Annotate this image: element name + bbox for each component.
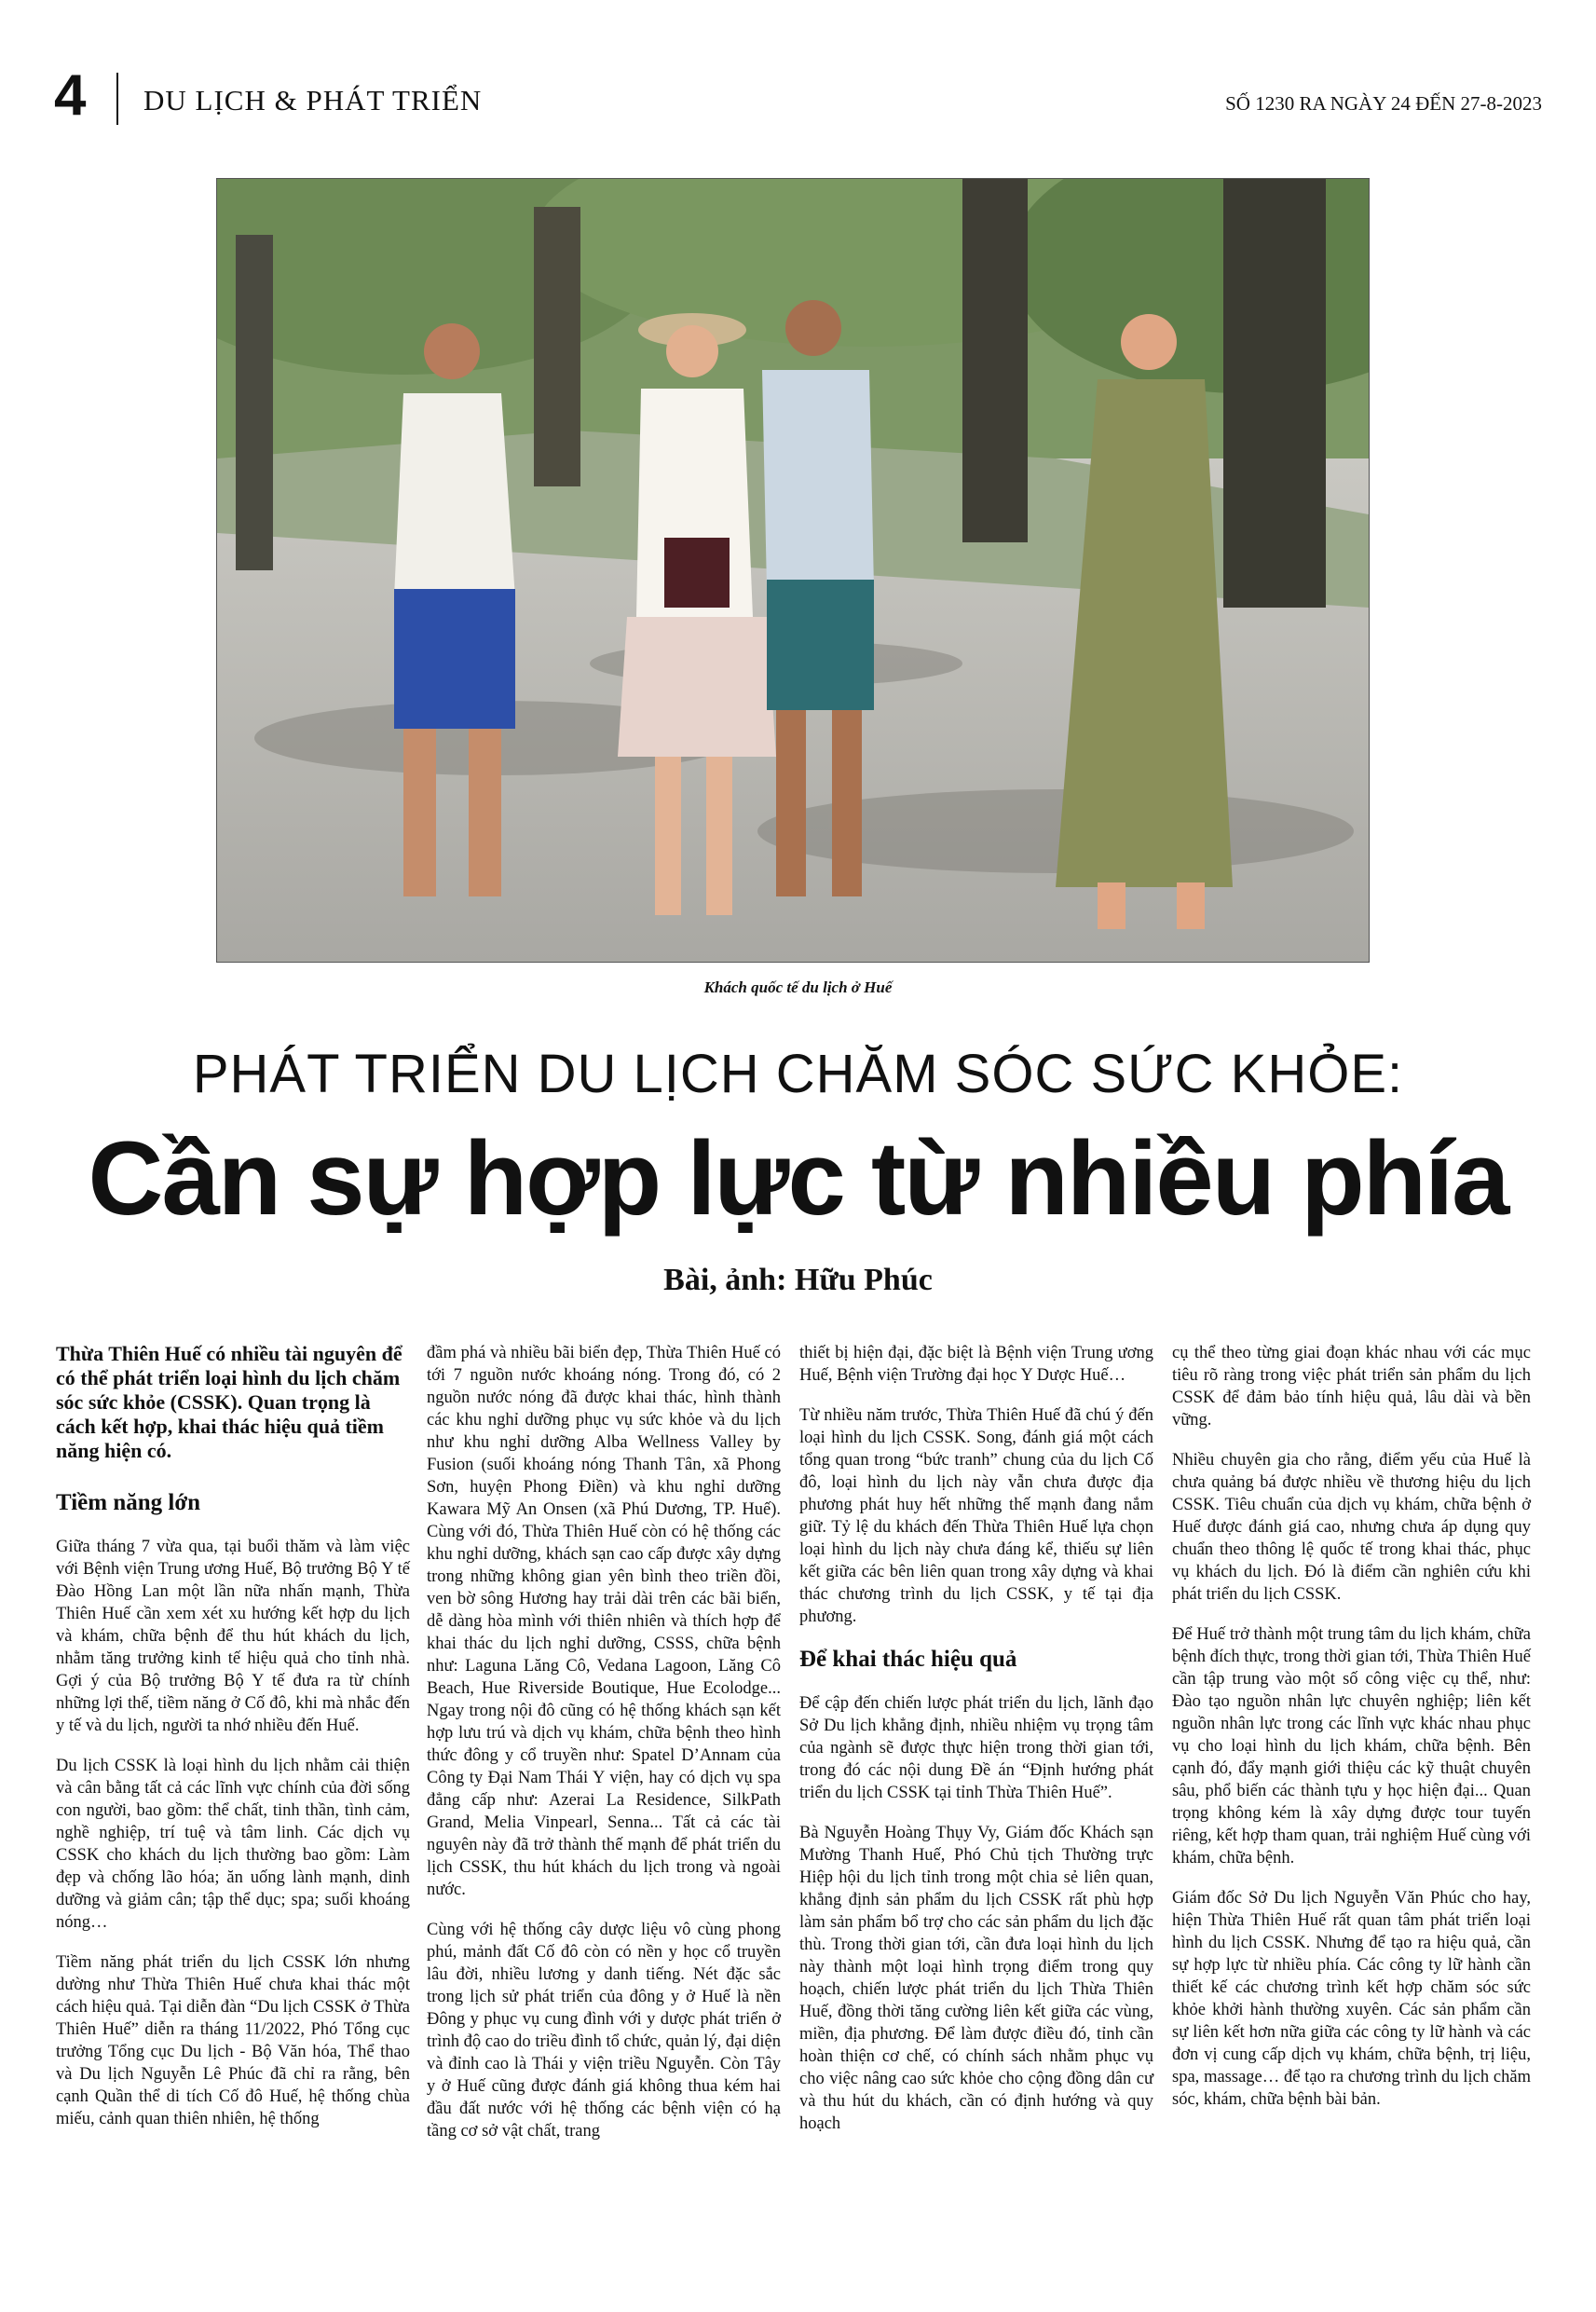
subheading-potential: Tiềm năng lớn <box>56 1490 201 1515</box>
paragraph: Giữa tháng 7 vừa qua, tại buổi thăm và làm việc với Bệnh viện Trung ương Huế, Bộ trưởng Bộ Y tế Đào Hồng Lan một lần nữa nhấn mạnh, Thừa Thiên Huế cần xem xét xu hướng kết hợp du lịch và khám, chữa bệnh để thu hút khách du lịch, nhằm tăng trưởng kinh tế hiệu quả cho tỉnh nhà. Gợi ý của Bộ trưởng Bộ Y tế đưa ra từ chính những lợi thế, tiềm năng ở Cố đô, khi mà nhắc đến y tế và du lịch, người ta nhớ nhiều đến Huế. <box>56 1538 410 1735</box>
tourists-walking-photo <box>217 179 1369 962</box>
column-1 <box>56 1342 410 2148</box>
page-number: 4 <box>54 63 87 128</box>
paragraph: Từ nhiều năm trước, Thừa Thiên Huế đã chú ý đến loại hình du lịch CSSK. Song, đánh giá một cách tổng quan trong “bức tranh” chung của du lịch Cố đô, loại hình du lịch này vẫn chưa được địa phương phát huy hết những thế mạnh đang nắm giữ. Tỷ lệ du khách đến Thừa Thiên Huế lựa chọn loại hình du lịch này chưa đáng kể, thiếu sự liên kết giữa các bên liên quan trong xây dựng và khai thác chương trình du lịch CSSK, y tế tại địa phương. <box>799 1406 1153 1626</box>
column-4 <box>1172 1342 1531 2128</box>
paragraph: thiết bị hiện đại, đặc biệt là Bệnh viện Trung ương Huế, Bệnh viện Trường đại học Y Dược Huế… <box>799 1344 1153 1385</box>
article-kicker: PHÁT TRIỂN DU LỊCH CHĂM SÓC SỨC KHỎE: <box>192 1044 1404 1104</box>
column-3 <box>799 1342 1153 2153</box>
photo-caption: Khách quốc tế du lịch ở Huế <box>703 978 893 996</box>
header-divider <box>116 73 118 125</box>
lead-photo <box>216 178 1370 963</box>
paragraph: Bà Nguyễn Hoàng Thụy Vy, Giám đốc Khách sạn Mường Thanh Huế, Phó Chủ tịch Thường trực Hiệp hội du lịch tỉnh trong một chia sẻ liên quan, khẳng định sản phẩm du lịch CSSK rất phù hợp làm sản phẩm bổ trợ cho các sản phẩm du lịch đặc thù. Trong thời gian tới, cần đưa loại hình du lịch này thành một loại hình trọng điểm trong quy hoạch, chiến lược phát triển du lịch Thừa Thiên Huế, đồng thời tăng cường liên kết giữa các vùng, miền, địa phương. Để làm được điều đó, tỉnh cần hoàn thiện cơ chế, có chính sách nhằm phục vụ cho việc nâng cao sức khỏe cho cộng đồng dân cư và thu hút du khách, cần có định hướng và quy hoạch <box>799 1824 1153 2133</box>
paragraph: Nhiều chuyên gia cho rằng, điểm yếu của Huế là chưa quảng bá được nhiều về thương hiệu du lịch CSSK. Tiêu chuẩn của dịch vụ khám, chữa bệnh ở Huế được đánh giá cao, nhưng chưa áp dụng quy chuẩn theo thông lệ quốc tế trong khai thác, phục vụ khách du lịch. Đó là điểm cần nghiên cứu khi phát triển du lịch CSSK. <box>1172 1451 1531 1604</box>
paragraph: Để Huế trở thành một trung tâm du lịch khám, chữa bệnh đích thực, trong thời gian tới, Thừa Thiên Huế cần tập trung vào một số công việc cụ thể, như: Đào tạo nguồn nhân lực chuyên nghiệp; liên kết nguồn nhân lực trong các lĩnh vực khác nhau phục vụ cho loại hình du lịch khám, chữa bệnh. Bên cạnh đó, đẩy mạnh giới thiệu các kỹ thuật chuyên sâu, phổ biến các thành tựu y học hiện đại... Quan trọng không kém là xây dựng được tour tuyến riêng, kết hợp tham quan, trải nghiệm Huế cùng với khám, chữa bệnh. <box>1172 1625 1531 1867</box>
article-byline: Bài, ảnh: Hữu Phúc <box>663 1263 933 1297</box>
subheading-effective-use: Để khai thác hiệu quả <box>799 1647 1017 1672</box>
paragraph: cụ thể theo từng giai đoạn khác nhau với các mục tiêu rõ ràng trong việc phát triển sản phẩm du lịch CSSK để đảm bảo tính hiệu quả, lâu dài và bền vững. <box>1172 1344 1531 1430</box>
paragraph: Cùng với hệ thống cây dược liệu vô cùng phong phú, mảnh đất Cố đô còn có nền y học cổ truyền lâu đời, nhiều lương y danh tiếng. Nét đặc sắc trong lịch sử phát triển của đông y ở Huế là nền Đông y phục vụ cung đình với y dược phát triển ở trình độ cao do triều đình tổ chức, quản lý, đại diện và đỉnh cao là Thái y viện triều Nguyễn. Còn Tây y ở Huế cũng được đánh giá không thua kém hai đầu đất nước với hệ thống các bệnh viện có hạ tầng cơ sở vật chất, trang <box>427 1921 781 2141</box>
paragraph: Du lịch CSSK là loại hình du lịch nhằm cải thiện và cân bằng tất cả các lĩnh vực chính của đời sống con người, bao gồm: thể chất, tinh thần, tình cảm, nghề nghiệp, trí tuệ và tâm linh. Các dịch vụ CSSK cho khách du lịch thường bao gồm: Làm đẹp và chống lão hóa; ăn uống lành mạnh, dinh dưỡng và giảm cân; tập thể dục; spa; suối khoáng nóng… <box>56 1757 410 1932</box>
article-lede: Thừa Thiên Huế có nhiều tài nguyên để có thể phát triển loại hình du lịch chăm sóc sức khỏe (CSSK). Quan trọng là cách kết hợp, khai thác hiệu quả tiềm năng hiện có. <box>56 1342 402 1462</box>
paragraph: Để cập đến chiến lược phát triển du lịch, lãnh đạo Sở Du lịch khẳng định, nhiều nhiệm vụ trọng tâm của ngành sẽ được thực hiện trong thời gian tới, trong đó các nội dung Đề án “Định hướng phát triển du lịch CSSK tại tỉnh Thừa Thiên Huế”. <box>799 1694 1153 1802</box>
section-title: DU LỊCH & PHÁT TRIỂN <box>143 84 483 116</box>
column-2 <box>427 1342 781 2160</box>
paragraph: đầm phá và nhiều bãi biển đẹp, Thừa Thiên Huế có tới 7 nguồn nước khoáng nóng. Trong đó, có 2 nguồn nước nóng đã được khai thác, hình thành các khu nghỉ dưỡng phục vụ sức khỏe và du lịch như khu nghỉ dưỡng Alba Wellness Valley by Fusion (suối khoáng nóng Thanh Tân, xã Phong Sơn, huyện Phong Điền) và khu nghỉ dưỡng Kawara Mỹ An Onsen (xã Phú Dương, TP. Huế). Cùng với đó, Thừa Thiên Huế còn có hệ thống các khu nghỉ dưỡng, khách sạn cao cấp được xây dựng trong những không gian yên bình theo triền đồi, ven bờ sông Hương hay trải dài trên các bãi biển, dễ dàng hòa mình với thiên nhiên và thích hợp để khai thác du lịch nghỉ dưỡng, CSSS, chữa bệnh như: Laguna Lăng Cô, Vedana Lagoon, Lăng Cô Beach, Hue Riverside Boutique, Hue Ecolodge... Ngay trong nội đô cũng có hệ thống khách sạn kết hợp lưu trú và dịch vụ khám, chữa bệnh theo hình thức đông y cổ truyền như: Spatel D’Annam của Công ty Đại Nam Thái Y viện, hay có dịch vụ spa đẳng cấp như: Azerai La Residence, SilkPath Grand, Melia Vinpearl, Senna... Tất cả các tài nguyên này đã trở thành thế mạnh để phát triển du lịch CSSK, thu hút khách du lịch trong và ngoài nước. <box>427 1344 781 1899</box>
issue-info: SỐ 1230 RA NGÀY 24 ĐẾN 27-8-2023 <box>1225 92 1542 115</box>
page-header <box>54 63 1542 138</box>
paragraph: Tiềm năng phát triển du lịch CSSK lớn nhưng dường như Thừa Thiên Huế chưa khai thác một cách hiệu quả. Tại diễn đàn “Du lịch CSSK ở Thừa Thiên Huế” diễn ra tháng 11/2022, Phó Tổng cục trưởng Tổng cục Du lịch - Bộ Văn hóa, Thể thao và Du lịch Nguyễn Lê Phúc đã chỉ ra rằng, bên cạnh Quần thể di tích Cố đô Huế, hệ thống chùa miếu, cảnh quan thiên nhiên, hệ thống <box>56 1953 410 2128</box>
article-headline: Cần sự hợp lực từ nhiều phía <box>88 1120 1508 1237</box>
paragraph: Giám đốc Sở Du lịch Nguyễn Văn Phúc cho hay, hiện Thừa Thiên Huế rất quan tâm phát triển loại hình du lịch CSSK. Nhưng để tạo ra hiệu quả, cần sự hợp lực từ nhiều phía. Các công ty lữ hành cần thiết kế các chương trình kết hợp chăm sóc sức khỏe khởi hành thường xuyên. Các sản phẩm cần sự liên kết hơn nữa giữa các công ty lữ hành và các đơn vị cung cấp dịch vụ khám, chữa bệnh, trị liệu, spa, massage… để tạo ra chương trình du lịch chăm sóc, khám, chữa bệnh bài bản. <box>1172 1889 1531 2109</box>
